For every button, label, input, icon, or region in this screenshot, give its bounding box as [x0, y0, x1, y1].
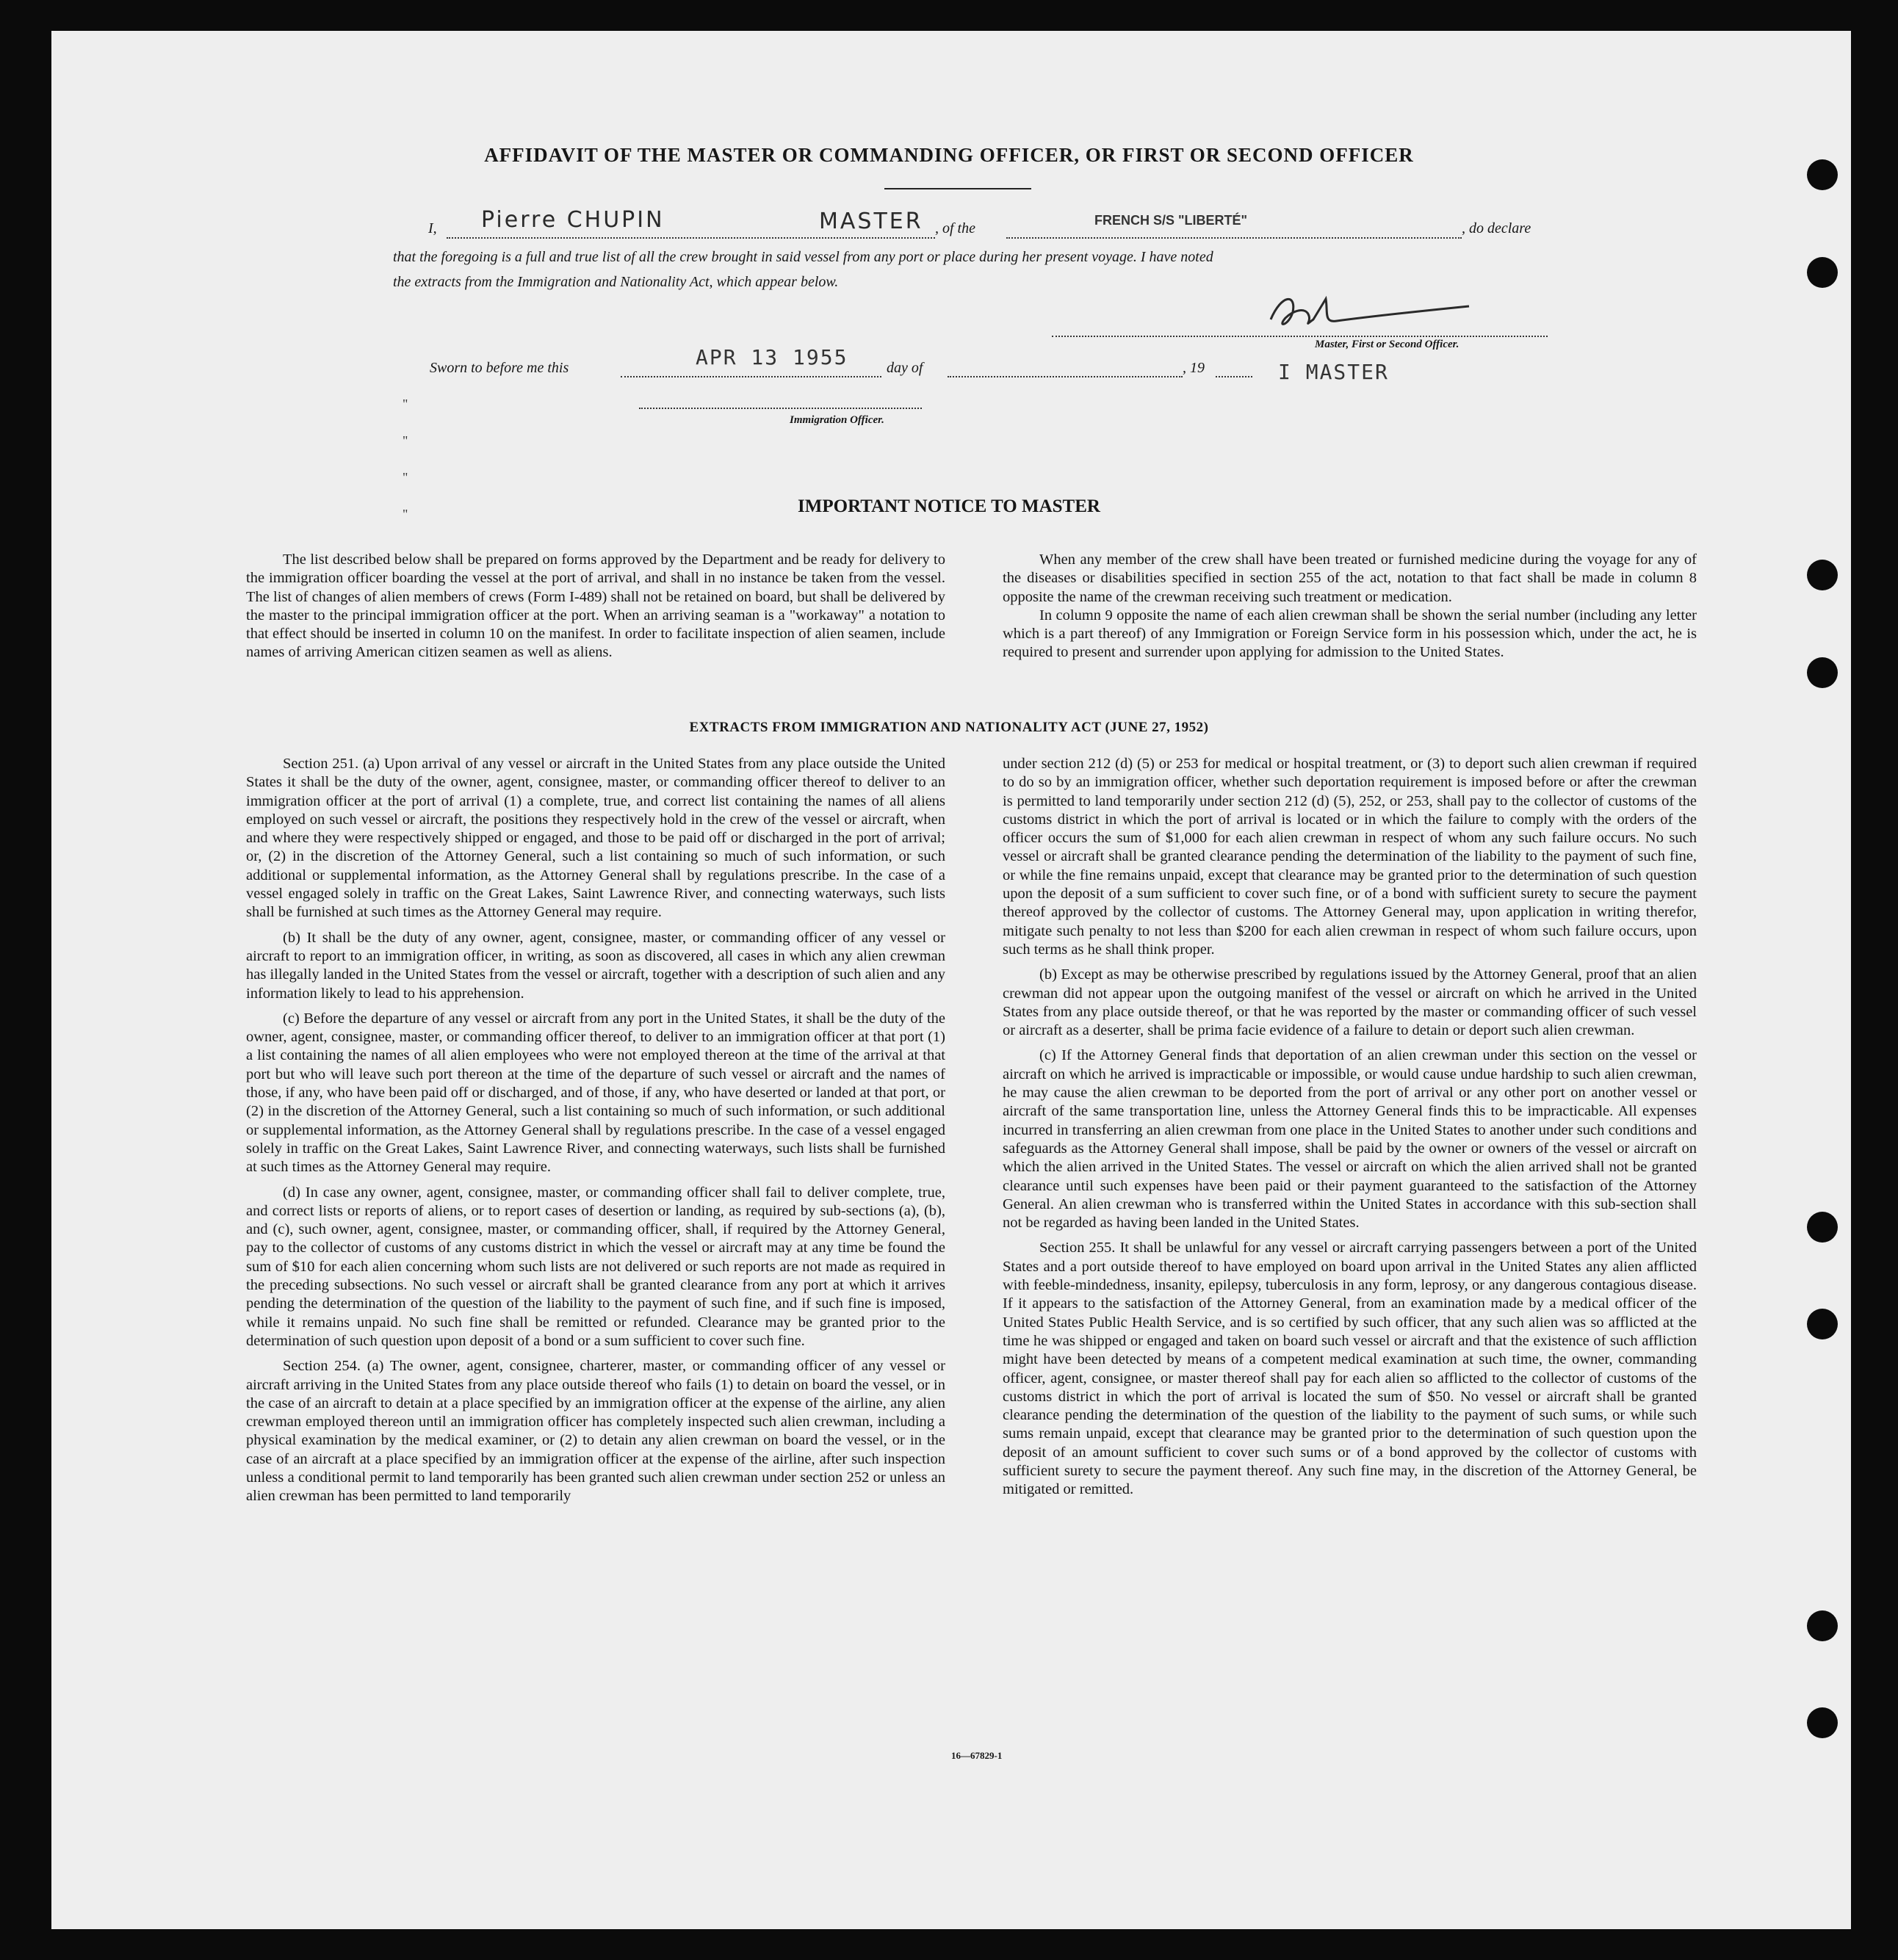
ditto-mark: ": [403, 433, 408, 448]
immigration-officer-caption: Immigration Officer.: [790, 414, 884, 426]
section-paragraph: (d) In case any owner, agent, consignee, master, or commanding officer shall fail to deliver complete, true, and correct lists or reports of aliens, or to report cases of desertion or landing, as required by sub-sections (a), (b), and (c), such owner, agent, consignee, master, or commanding officer, shall, if required by the Attorney General, pay to the collector of customs of any customs district in which the vessel or aircraft may at any time be found the sum of $10 for each alien concerning whom such lists are not delivered or such reports are not made as required in the preceding subsections. No such vessel or aircraft shall be granted clearance from any port at which it arrives pending the determination of the question of the liability to the payment of such fine, and if such fine is imposed, while it remains unpaid. No such fine shall be remitted or refunded. Clearance may be granted prior to the determination of such question upon deposit of a bond or a sum sufficient to cover such fine.: [246, 1184, 945, 1349]
day-of-label: day of: [887, 360, 923, 376]
master-stamp: I MASTER: [1278, 360, 1389, 384]
section-paragraph: Section 254. (a) The owner, agent, consignee, charterer, master, or commanding officer of any vessel or aircraft arriving in the United States from any place outside thereof who fails (1) to detain on board the vessel, or in the case of an aircraft to detain at a place specified by an immigration officer at the expense of the airline, any alien crewman employed thereon until an immigration officer has completely inspected such alien crewman, including a physical examination by the medical examiner, or (2) to detain any alien crewman on board the vessel, or in the case of an aircraft at a place specified by an immigration officer at the expense of the airline, after such inspection unless a conditional permit to land temporarily has been granted such alien crewman under section 252 or unless an alien crewman has been permitted to land temporarily: [246, 1358, 945, 1505]
title-rule: [884, 188, 1031, 189]
ditto-mark: ": [403, 507, 408, 521]
year-prefix: , 19: [1183, 360, 1205, 376]
section-paragraph: (c) If the Attorney General finds that deportation of an alien crewman under this section on the vessel or aircraft on which he arrived is impracticable or impossible, or would cause undue hardship to such alien crewman, he may cause the alien crewman to be deported from the port of arrival or any other port on another vessel or aircraft of the same transportation line, unless the Attorney General finds this to be impracticable. All expenses incurred in transferring an alien crewman from one place in the United States to another under such conditions and safeguards as the Attorney General shall impose, shall be paid by the owner or owners of the vessel or aircraft on which the alien arrived in the United States. The vessel or aircraft on which the alien arrived shall not be granted clearance until such expenses have been paid or their payment guaranteed to the satisfaction of the Attorney General. An alien crewman who is transferred within the United States in accordance with this sub-section shall not be regarded as having been landed in the United States.: [1003, 1047, 1697, 1232]
section-paragraph: (b) It shall be the duty of any owner, agent, consignee, master, or commanding officer of any vessel or aircraft to report to an immigration officer, in writing, as soon as discovered, all cases in which any alien crewman has illegally landed in the United States from the vessel or aircraft, together with a description of such alien and any information likely to lead to his apprehension.: [246, 929, 945, 1002]
immigration-officer-line: [639, 408, 922, 409]
notice-heading: IMPORTANT NOTICE TO MASTER: [798, 496, 1100, 516]
vessel-field-line: [1006, 237, 1462, 239]
master-name: Pierre CHUPIN: [481, 207, 665, 233]
binder-hole: [1807, 560, 1838, 590]
binder-hole: [1807, 1212, 1838, 1243]
binder-hole: [1807, 1309, 1838, 1339]
binder-hole: [1807, 257, 1838, 288]
declaration-line-3: the extracts from the Immigration and Nationality Act, which appear below.: [393, 274, 839, 290]
do-declare-label: , do declare: [1462, 220, 1531, 236]
notice-paragraph: When any member of the crew shall have been treated or furnished medicine during the voyage for any of the diseases or disabilities specified in section 255 of the act, notation to that fact shall be made in column 8 opposite the name of the crewman receiving such treatment or medication.: [1003, 552, 1697, 605]
notice-right-column: [1003, 551, 1697, 669]
master-signature: [1241, 290, 1476, 341]
extracts-right-column: [1003, 755, 1697, 1506]
declaration-line-2: that the foregoing is a full and true list of all the crew brought in said vessel from any port or place during her present voyage. I have noted: [393, 249, 1213, 265]
signature-line: [1052, 336, 1548, 337]
master-rank: MASTER: [819, 209, 923, 234]
binder-hole: [1807, 1707, 1838, 1738]
sworn-date-line: [621, 376, 881, 377]
sworn-date-stamp: APR 13 1955: [696, 345, 848, 369]
notice-left-column: [246, 551, 945, 669]
master-caption: Master, First or Second Officer.: [1315, 339, 1459, 350]
section-paragraph: Section 255. It shall be unlawful for any vessel or aircraft carrying passengers between a port of the United States and a port outside thereof to have employed on board upon arrival in the United States any alien afflicted with feeble-mindedness, insanity, epilepsy, tuberculosis in any form, leprosy, or any dangerous contagious disease. If it appears to the satisfaction of the Attorney General, from an examination made by a medical officer of the United States Public Health Service, and is so certified by such officer, that any such alien was so afflicted at the time he was shipped or engaged and taken on board such vessel or aircraft and that the existence of such affliction might have been detected by means of a competent medical examination at such time, the owner, commanding officer, agent, consignee, or master thereof shall pay for each alien so afflicted to the collector of customs of the customs district in which the port of arrival is located the sum of $50. No vessel or aircraft shall be granted clearance pending the determination of the question of the liability to the payment of such sums, or while such sums remain unpaid, except that clearance may be granted prior to the determination of such question upon the deposit of an amount sufficient to cover such sums or of a bond approved by the collector of customs with sufficient surety to secure the payment thereof. Any such fine may, in the discretion of the Attorney General, be mitigated or remitted.: [1003, 1240, 1697, 1498]
affidavit-title: AFFIDAVIT OF THE MASTER OR COMMANDING OFFICER, OR FIRST OR SECOND OFFICER: [484, 144, 1414, 166]
year-line: [1216, 376, 1252, 377]
notice-paragraph: The list described below shall be prepared on forms approved by the Department and be ready for delivery to the immigration officer boarding the vessel at the port of arrival, and shall in no instance be taken from the vessel. The list of changes of alien members of crews (Form I-489) shall not be retained on board, but shall be delivered by the master to the principal immigration officer at the port. When an arriving seaman is a "workaway" a notation to that effect should be inserted in column 10 on the manifest. In order to facilitate inspection of alien seamen, include names of arriving American citizen seamen as well as aliens.: [246, 552, 945, 661]
form-code: 16—67829-1: [951, 1750, 1003, 1761]
extracts-heading: EXTRACTS FROM IMMIGRATION AND NATIONALITY ACT (JUNE 27, 1952): [689, 720, 1209, 735]
section-paragraph: under section 212 (d) (5) or 253 for medical or hospital treatment, or (3) to deport such alien crewman if required to do so by an immigration officer, whether such deportation requirement is imposed before or after the crewman is permitted to land temporarily under section 212 (d) (5), 252, or 253, shall pay to the collector of customs of the customs district in which the port of arrival is located or in which the failure to comply with the orders of the officer occurs the sum of $1,000 for each alien crewman in respect of whom any such failure occurs. No such vessel or aircraft shall be granted clearance pending the determination of the liability to the payment of such fine, or while the fine remains unpaid, except that clearance may be granted prior to the determination of such question upon the deposit of a sum sufficient to cover such fine, or of a bond with sufficient surety to secure the payment thereof approved by the collector of customs. The Attorney General may, upon application in writing therefor, mitigate such penalty to not less than $200 for each alien crewman in respect of whom such failure occurs, upon such terms as he shall think proper.: [1003, 756, 1697, 958]
section-paragraph: Section 251. (a) Upon arrival of any vessel or aircraft in the United States from any place outside the United States it shall be the duty of the owner, agent, consignee, master, or commanding officer thereof to deliver to an immigration officer at the port of arrival (1) a complete, true, and correct list containing the names of all aliens employed on such vessel or aircraft, the positions they respectively hold in the crew of the vessel or aircraft, when and where they were respectively shipped or engaged, and those to be paid off or discharged in the port of arrival; or, (2) in the discretion of the Attorney General, such a list containing so much of such information, or such additional or supplemental information, as the Attorney General shall by regulations prescribe. In the case of a vessel engaged solely in traffic on the Great Lakes, Saint Lawrence River, and connecting waterways, such lists shall be furnished at such times as the Attorney General may require.: [246, 756, 945, 921]
of-the-label: , of the: [935, 220, 975, 236]
name-field-line: [447, 237, 935, 239]
binder-hole: [1807, 657, 1838, 688]
notice-paragraph: In column 9 opposite the name of each alien crewman shall be shown the serial number (including any letter which is a part thereof) of any Immigration or Foreign Service form in his possession which, under the act, he is required to present and surrender upon applying for admission to the United States.: [1003, 607, 1697, 661]
extracts-left-column: [246, 755, 945, 1513]
sworn-label: Sworn to before me this: [430, 360, 569, 376]
section-paragraph: (b) Except as may be otherwise prescribed by regulations issued by the Attorney General, proof that an alien crewman did not appear upon the outgoing manifest of the vessel or aircraft on which he arrived in the United States from any place outside thereof, or that he was reported by the master or commanding officer of such vessel or aircraft as a deserter, shall be prima facie evidence of a failure to detain or deport such alien crewman.: [1003, 966, 1697, 1039]
day-of-line: [948, 376, 1183, 377]
i-label: I,: [428, 220, 437, 236]
vessel-name: FRENCH S/S "LIBERTÉ": [1094, 213, 1248, 228]
section-paragraph: (c) Before the departure of any vessel or aircraft from any port in the United States, it shall be the duty of the owner, agent, consignee, master, or commanding officer thereof, to deliver to an immigration officer at that port (1) a list containing the names of all alien employees who were not employed thereon at the time of the arrival at that port but who will leave such port thereon at the time of the departure of such vessel or aircraft and the names of those, if any, who have been paid off or discharged, and of those, if any, who have deserted or landed at that port, or (2) in the discretion of the Attorney General, such a list containing so much of such information, or such additional or supplemental information, as the Attorney General shall by regulations prescribe. In the case of a vessel engaged solely in traffic on the Great Lakes, Saint Lawrence River, and connecting waterways, such lists shall be furnished at such times as the Attorney General may require.: [246, 1010, 945, 1176]
ditto-mark: ": [403, 470, 408, 485]
binder-hole: [1807, 1610, 1838, 1641]
ditto-mark: ": [403, 397, 408, 411]
